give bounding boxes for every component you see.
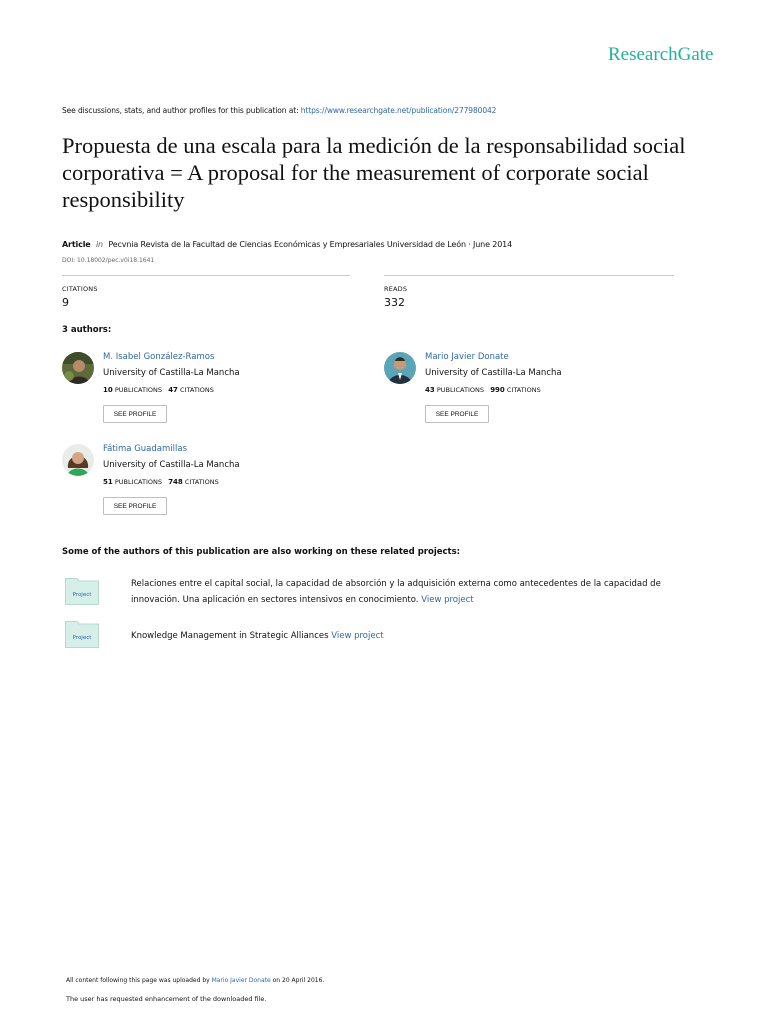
author-stats — [103, 386, 214, 394]
citations-label: CITATIONS — [62, 285, 98, 293]
citations-count: 47 — [168, 386, 178, 394]
related-projects-label: Some of the authors of this publication are also working on these related projects: — [62, 547, 461, 557]
upload-note — [66, 977, 324, 984]
discussion-text: See discussions, stats, and author profiles for this publication at: — [62, 106, 301, 115]
project-icon-label: Project — [72, 635, 92, 641]
citations-label: CITATIONS — [180, 386, 214, 394]
author-name-link[interactable]: Mario Javier Donate — [425, 352, 509, 362]
publications-label: PUBLICATIONS — [114, 386, 162, 394]
project-title: Knowledge Management in Strategic Alliances — [131, 631, 329, 641]
avatar[interactable] — [62, 444, 94, 476]
upload-prefix: All content following this page was uploaded by — [66, 977, 210, 984]
author-stats — [103, 478, 219, 486]
author-name-link[interactable]: Fátima Guadamillas — [103, 444, 187, 454]
upload-suffix: on 20 April 2016. — [272, 977, 325, 984]
citations-count: 990 — [490, 386, 505, 394]
citations-count: 748 — [168, 478, 183, 486]
researchgate-logo[interactable]: ResearchGate — [608, 44, 714, 65]
article-type-label: Article — [62, 240, 91, 249]
journal-name: Pecvnia Revista de la Facultad de Ciencias Económicas y Empresariales Universidad de León · June 2014 — [108, 240, 513, 249]
article-title: Propuesta de una escala para la medición de la responsabilidad social corporativa = A proposal for the measurement of corporate social responsibility — [62, 133, 686, 212]
author-institution: University of Castilla-La Mancha — [103, 460, 240, 470]
uploader-link[interactable]: Mario Javier Donate — [211, 977, 271, 984]
see-profile-button[interactable]: SEE PROFILE — [103, 497, 167, 515]
publications-label: PUBLICATIONS — [436, 386, 484, 394]
project-folder-icon[interactable] — [65, 577, 99, 605]
citations-value: 9 — [62, 296, 69, 309]
article-meta — [62, 240, 512, 249]
author-institution: University of Castilla-La Mancha — [425, 368, 562, 378]
publications-count: 43 — [425, 386, 435, 394]
see-profile-button[interactable]: SEE PROFILE — [103, 405, 167, 423]
project-folder-icon[interactable] — [65, 620, 99, 648]
publications-label: PUBLICATIONS — [114, 478, 162, 486]
project-description — [131, 628, 671, 644]
reads-label: READS — [384, 285, 408, 293]
see-profile-button[interactable]: SEE PROFILE — [425, 405, 489, 423]
authors-count-label: 3 authors: — [62, 325, 112, 335]
project-title: Relaciones entre el capital social, la capacidad de absorción y la adquisición externa como antecedentes de la capacidad de innovación. Una aplicación en sectores intensivos en conocimiento. — [131, 579, 661, 605]
discussion-line — [62, 106, 496, 115]
citations-label: CITATIONS — [506, 386, 541, 394]
project-description — [131, 576, 671, 608]
reads-value: 332 — [384, 296, 405, 309]
enhancement-note: The user has requested enhancement of the downloaded file. — [66, 995, 267, 1003]
reads-divider — [384, 275, 674, 276]
in-label: in — [95, 240, 103, 249]
author-stats — [425, 386, 541, 394]
publications-count: 10 — [103, 386, 113, 394]
avatar[interactable] — [384, 352, 416, 384]
publication-url-link[interactable]: https://www.researchgate.net/publication/277980042 — [300, 106, 497, 115]
article-doi: DOI: 10.18002/pec.v0i18.1641 — [62, 257, 155, 264]
author-name-link[interactable]: M. Isabel González-Ramos — [103, 352, 215, 362]
project-icon-label: Project — [72, 592, 92, 598]
citations-label: CITATIONS — [184, 478, 219, 486]
avatar[interactable] — [62, 352, 94, 384]
view-project-link[interactable]: View project — [331, 631, 384, 641]
author-institution: University of Castilla-La Mancha — [103, 368, 240, 378]
publications-count: 51 — [103, 478, 113, 486]
view-project-link[interactable]: View project — [421, 595, 474, 605]
citations-divider — [62, 275, 350, 276]
